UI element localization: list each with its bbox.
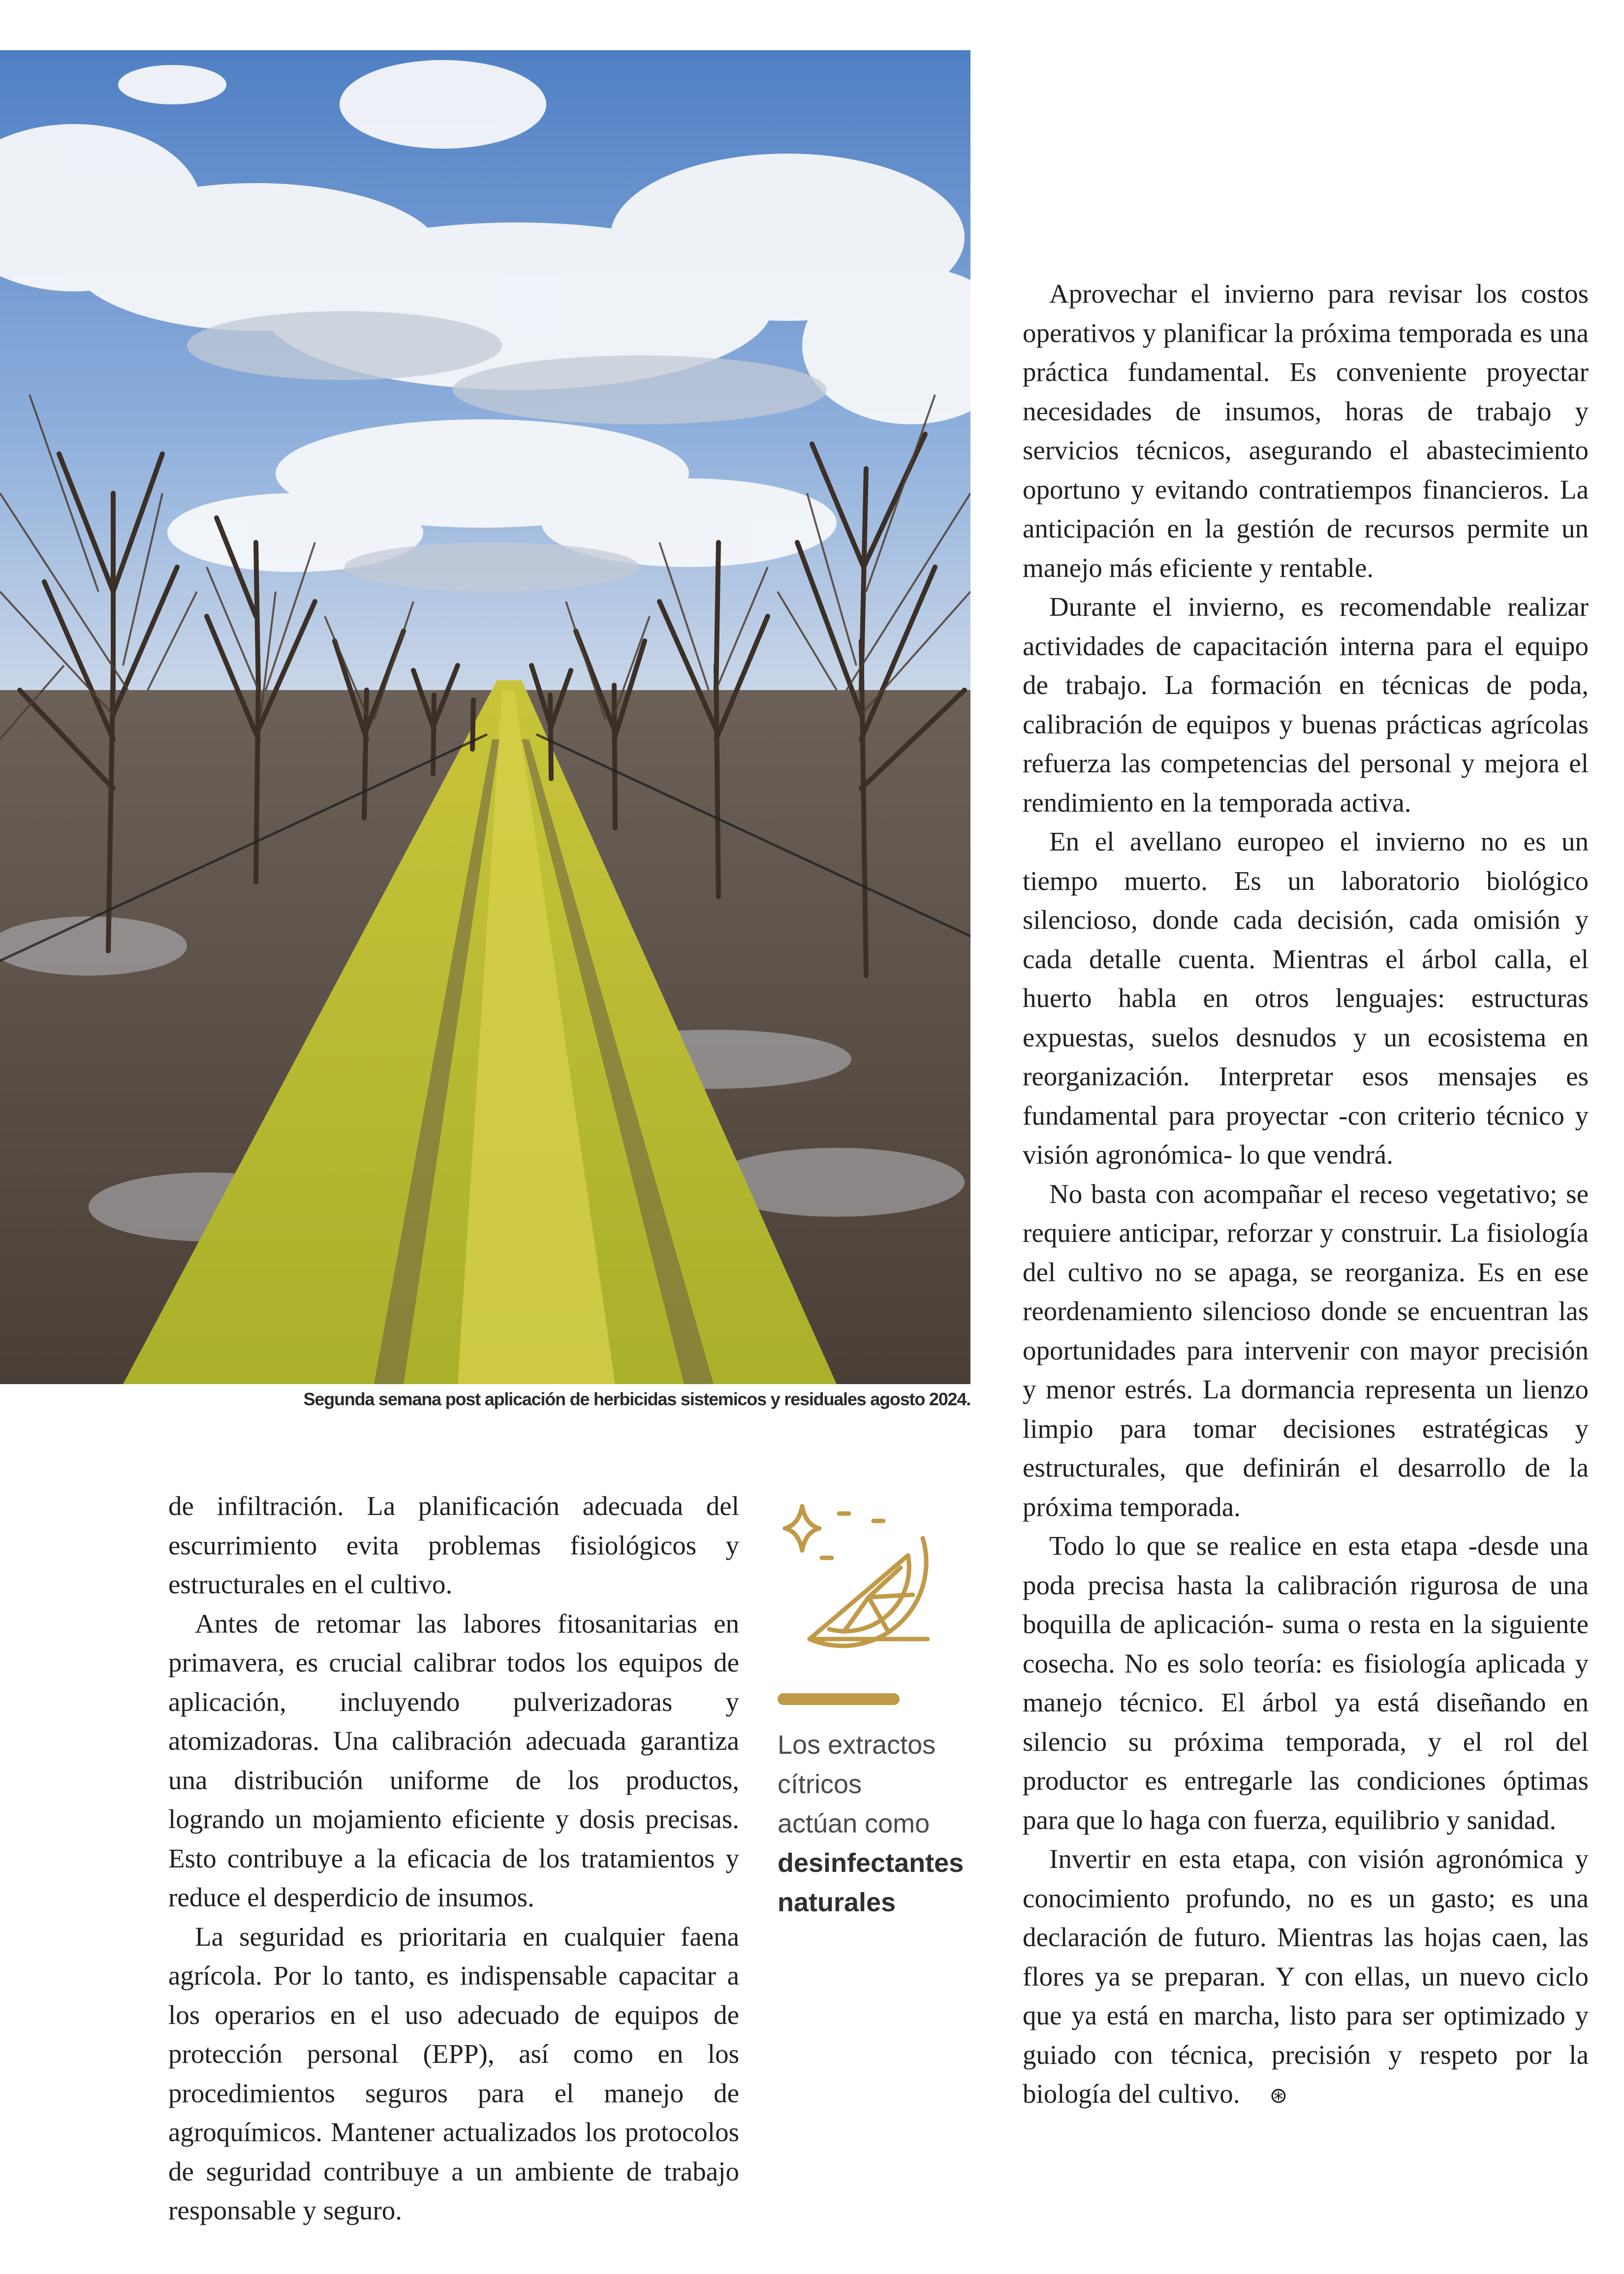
- orchard-photo-illustration: [0, 50, 970, 1384]
- paragraph-text: Invertir en esta etapa, con visión agronómica y conocimiento profundo, no es un gasto; es una declaración de futuro. Mientras las hojas caen, las flores ya se preparan. Y con ellas, un nuevo ciclo que ya está en marcha, listo para ser optimizado y guiado con técnica, precisión y respeto por la biología del cultivo.: [1023, 1844, 1589, 2109]
- callout-line: Los extractos: [778, 1730, 936, 1760]
- paragraph: [1023, 1839, 1589, 2116]
- orchard-photo: [0, 50, 970, 1384]
- paragraph: La seguridad es prioritaria en cualquier faena agrícola. Por lo tanto, es indispensable capacitar a los operarios en el uso adecuado de equipos de protección personal (EPP), así como en los procedimientos seguros para el manejo de agroquímicos. Mantener actualizados los protocolos de seguridad contribuye a un ambiente de trabajo responsable y seguro.: [168, 1921, 739, 2225]
- paragraph: No basta con acompañar el receso vegetativo; se requiere anticipar, reforzar y construir. La fisiología del cultivo no se apaga, se reorganiza. Es en ese reordenamiento silencioso donde se encuentran las oportunidades para intervenir con mayor precisión y menor estrés. La dormancia representa un lienzo limpio para tomar decisiones estratégicas y estructurales, que definirán el desarrollo de la próxima temporada.: [1023, 1178, 1589, 1522]
- left-text-column: [168, 1486, 739, 2230]
- citrus-slice-sparkle-icon: [775, 1496, 942, 1659]
- paragraph: Durante el invierno, es recomendable realizar actividades de capacitación interna para el equipo de trabajo. La formación en técnicas de poda, calibración de equipos y buenas prácticas agrícolas refuerza las competencias del personal y mejora el rendimiento en la temporada activa.: [1023, 592, 1589, 818]
- callout-bold-line: naturales: [778, 1888, 896, 1917]
- end-of-article-icon: ⊛: [1269, 2083, 1288, 2108]
- callout-line: actúan como: [778, 1809, 930, 1838]
- callout-line: cítricos: [778, 1769, 862, 1799]
- paragraph: de infiltración. La planificación adecuada del escurrimiento evita problemas fisiológicos y estructurales en el cultivo.: [168, 1491, 739, 1599]
- paragraph: En el avellano europeo el invierno no es un tiempo muerto. Es un laboratorio biológico silencioso, donde cada decisión, cada omisión y cada detalle cuenta. Mientras el árbol calla, el huerto habla en otros lenguajes: estructuras expuestas, suelos desnudos y un ecosistema en reorganización. Interpretar esos mensajes es fundamental para proyectar -con criterio técnico y visión agronómica- lo que vendrá.: [1023, 826, 1589, 1169]
- paragraph: Todo lo que se realice en esta etapa -desde una poda precisa hasta la calibración rigurosa de una boquilla de aplicación- suma o resta en la siguiente cosecha. No es solo teoría: es fisiología aplicada y manejo técnico. El árbol ya está diseñando en silencio su próxima temporada, y el rol del productor es entregarle las condiciones óptimas para que lo haga con fuerza, equilibrio y sanidad.: [1023, 1531, 1589, 1835]
- paragraph: Aprovechar el invierno para revisar los costos operativos y planificar la próxima temporada es una práctica fundamental. Es conveniente proyectar necesidades de insumos, horas de trabajo y servicios técnicos, asegurando el abastecimiento oportuno y evitando contratiempos financieros. La anticipación en la gestión de recursos permite un manejo más eficiente y rentable.: [1023, 279, 1589, 583]
- callout-bold-line: desinfectantes: [778, 1848, 964, 1878]
- photo-caption: Segunda semana post aplicación de herbicidas sistemicos y residuales agosto 2024.: [303, 1389, 970, 1409]
- callout-accent-bar: [778, 1693, 900, 1705]
- paragraph: Antes de retomar las labores fitosanitarias en primavera, es crucial calibrar todos los equipos de aplicación, incluyendo pulverizadoras y atomizadoras. Una calibración adecuada garantiza una distribución uniforme de los productos, logrando un mojamiento eficiente y dosis precisas. Esto contribuye a la eficacia de los tratamientos y reduce el desperdicio de insumos.: [168, 1608, 739, 1912]
- right-text-column: [1023, 274, 1589, 2116]
- callout-text: [778, 1725, 984, 1922]
